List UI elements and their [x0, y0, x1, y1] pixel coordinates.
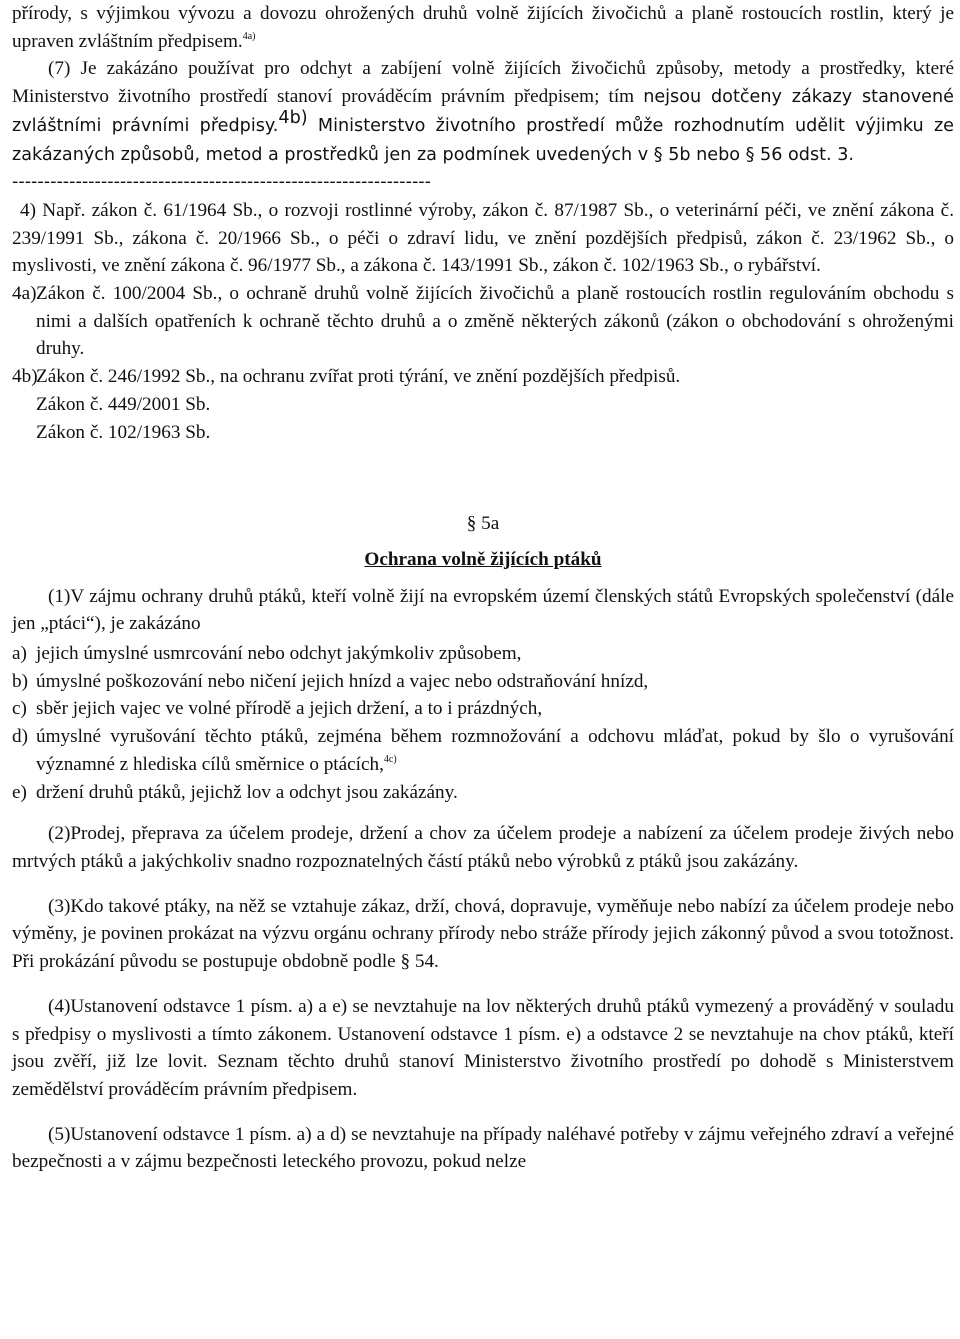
document-page [12, 0, 954, 1176]
paragraph-2: (2)Prodej, přeprava za účelem prodeje, držení a chov za účelem prodeje a nabízení za účelem prodeje živých nebo mrtvých ptáků a jakýchkoliv snadno rozpoznatelných částí ptáků nebo výrobků z ptáků jsou zakázány. [12, 823, 954, 872]
list-item-text: úmyslné poškozování nebo ničení jejich hnízd a vajec nebo odstraňování hnízd, [36, 670, 649, 692]
list-item-label: c) [12, 698, 27, 720]
list-item [12, 779, 954, 807]
list-item-label: b) [12, 670, 28, 692]
list-item [12, 723, 954, 778]
paragraph-7-text-1: (7) Je zakázáno používat pro odchyt a zabíjení volně žijících živočichů způsoby, metody a prostředky, které Ministerstvo životního prostředí stanoví prováděcím právním předpisem; tím [12, 58, 954, 108]
paragraph-7-text-2: nejsou dotčeny zákazy stanovené zvláštními právními předpisy. [12, 87, 954, 136]
list-item-label: a) [12, 643, 27, 665]
section-number: § 5a [466, 513, 500, 535]
footnote-ref-4b: 4b) [278, 107, 308, 128]
spacer [12, 446, 954, 502]
footnote-4a-label: 4a) [12, 283, 37, 305]
list-item [12, 695, 954, 723]
footnote-4b-label: 4b) [12, 366, 38, 388]
footnote-ref-4c: 4c) [383, 753, 397, 765]
list-item-text: sběr jejich vajec ve volné přírodě a jejich držení, a to i prázdných, [36, 698, 543, 720]
paragraph-7 [12, 55, 954, 169]
prohibition-list [12, 640, 954, 806]
footnote-4b-line: Zákon č. 449/2001 Sb. [36, 393, 211, 415]
paragraph-1: (1)V zájmu ochrany druhů ptáků, kteří volně žijí na evropském území členských států Evropských společenství (dále jen „ptáci“), je zakázáno [12, 585, 954, 635]
list-item-text [36, 723, 954, 778]
intro-text: přírody, s výjimkou vývozu a dovozu ohrožených druhů volně žijících živočichů a planě rostoucích rostlin, který je upraven zvláštním předpisem. [12, 3, 954, 52]
list-item-label: d) [12, 726, 28, 748]
footnote-4b-line: Zákon č. 246/1992 Sb., na ochranu zvířat proti týrání, ve znění pozdějších předpisů. [36, 366, 681, 388]
footnote-4b-line: Zákon č. 102/1963 Sb. [36, 421, 211, 443]
footnote-4a [12, 280, 954, 363]
footnote-4 [12, 197, 954, 280]
footnote-4-text: 4) Např. zákon č. 61/1964 Sb., o rozvoji rostlinné výroby, zákon č. 87/1987 Sb., o veterinární péči, ve znění zákona č. 239/1991 Sb., zákona č. 20/1966 Sb., o péči o zdraví lidu, ve znění pozdějších předpisů, zákon č. 23/1962 Sb., o myslivosti, ve znění zákona č. 96/1977 Sb., a zákona č. 143/1991 Sb., zákon č. 102/1963 Sb., o rybářství. [12, 199, 954, 277]
section-title-text: Ochrana volně žijících ptáků [364, 548, 602, 570]
paragraph-7-text-3: Ministerstvo životního prostředí může rozhodnutím udělit výjimku ze zakázaných způsobů, metod a prostředků jen za podmínek uvedených v § 5b nebo § 56 odst. 3. [12, 115, 955, 165]
list-item [12, 640, 954, 668]
intro-paragraph [12, 0, 954, 55]
paragraph-5: (5)Ustanovení odstavce 1 písm. a) a d) se nevztahuje na případy naléhavé potřeby v zájmu veřejného zdraví a veřejné bezpečnosti a v zájmu bezpečnosti leteckého provozu, pokud nelze [12, 1123, 954, 1173]
footnote-4b-body [36, 363, 954, 446]
list-item-text: držení druhů ptáků, jejichž lov a odchyt jsou zakázány. [36, 781, 458, 803]
footnote-ref-4a: 4a) [242, 30, 256, 42]
section-title [12, 546, 954, 574]
footnote-separator: ------------------------------------------------------------------ [12, 172, 432, 193]
footnote-4a-text: Zákon č. 100/2004 Sb., o ochraně druhů volně žijících živočichů a planě rostoucích rostlin regulováním obchodu s nimi a dalších opatřeních k ochraně těchto druhů a o změně některých zákonů (zákon o obchodování s ohroženými druhy. [36, 283, 954, 360]
paragraph-4: (4)Ustanovení odstavce 1 písm. a) a e) se nevztahuje na lov některých druhů ptáků vymezený a prováděný v souladu s předpisy o myslivosti a tímto zákonem. Ustanovení odstavce 1 písm. e) a odstavce 2 se nevztahuje na chov ptáků, kteří jsou zvěří, již lze lovit. Seznam těchto druhů stanoví Ministerstvo životního prostředí po dohodě s Ministerstvem zemědělství prováděcím právním předpisem. [12, 995, 954, 1100]
list-item-text: jejich úmyslné usmrcování nebo odchyt jakýmkoliv způsobem, [36, 643, 522, 665]
list-item-label: e) [12, 781, 27, 803]
footnote-4b [12, 363, 954, 446]
list-item [12, 668, 954, 696]
list-item-text-main: úmyslné vyrušování těchto ptáků, zejména během rozmnožování a odchovu mláďat, pokud by šlo o vyrušování významné z hlediska cílů směrnice o ptácích, [36, 726, 954, 775]
paragraph-3: (3)Kdo takové ptáky, na něž se vztahuje zákaz, drží, chová, dopravuje, vyměňuje nebo nabízí za účelem prodeje nebo výměny, je povinen prokázat na výzvu orgánu ochrany přírody nebo stráže přírody jejich zákonný původ a svou totožnost. Při prokázání původu se postupuje obdobně podle § 54. [12, 895, 954, 973]
